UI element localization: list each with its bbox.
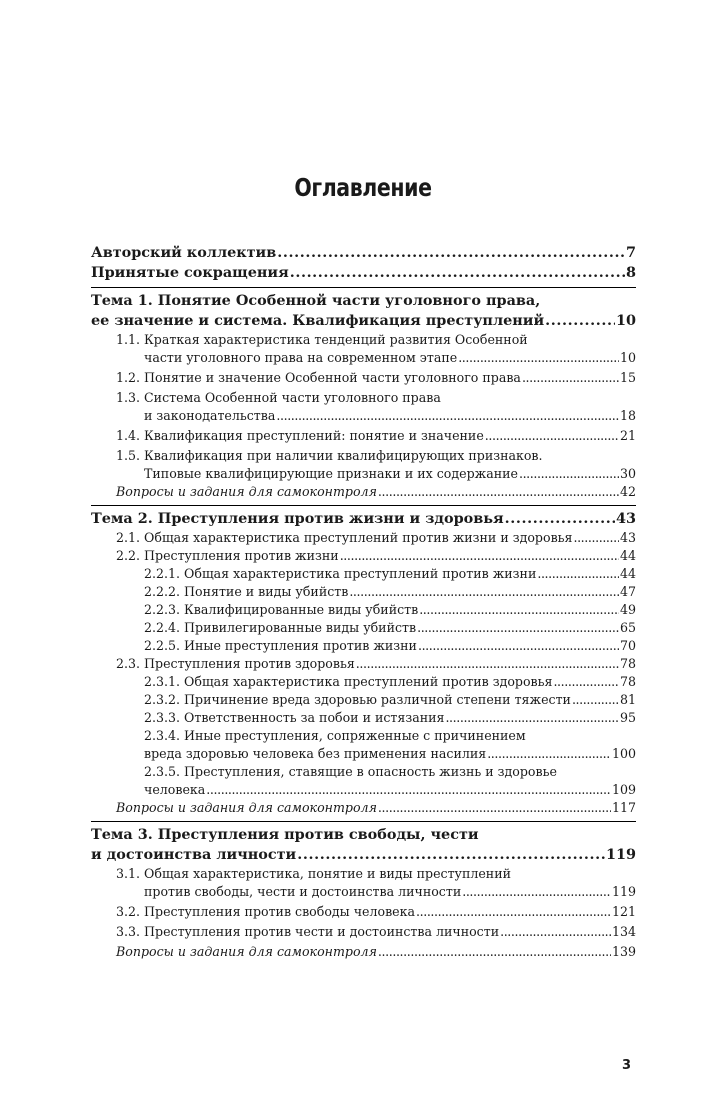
toc-entry-title: 3.2. Преступления против свободы человека	[116, 904, 415, 919]
toc-entry-title: 2.2.3. Квалифицированные виды убийств	[144, 602, 419, 617]
toc-entry-page: 109	[611, 782, 636, 797]
toc-topic-heading-line[interactable]: Тема 1. Понятие Особенной части уголовного права,	[91, 292, 541, 309]
toc-entry-page: 100	[611, 746, 636, 761]
toc-entry-page: 43	[619, 530, 636, 545]
toc-entry-page: 139	[611, 944, 636, 959]
toc-entry-title: 2.3.1. Общая характеристика преступлений против здоровья	[144, 674, 553, 689]
toc-entry-title: Вопросы и задания для самоконтроля	[116, 944, 377, 959]
toc-entry-line: 1.5. Квалификация при наличии квалифицирующих признаков.	[116, 448, 543, 463]
toc-entry-2-2[interactable]	[91, 547, 636, 565]
toc-entry-page: 18	[619, 408, 636, 423]
toc-entry-2-2-5[interactable]	[91, 637, 636, 655]
toc-section-topic-3	[91, 821, 636, 961]
toc-entry-page: 134	[611, 924, 636, 939]
toc-entry-2-1[interactable]	[91, 529, 636, 547]
toc-entry-page: 47	[619, 584, 636, 599]
toc-entry-3-3[interactable]	[91, 923, 636, 941]
toc-entry-2-3-4[interactable]	[91, 727, 636, 763]
toc-entry-page: 70	[619, 638, 636, 653]
toc-entry-title: 2.2.2. Понятие и виды убийств	[144, 584, 349, 599]
toc-entry-2-3[interactable]	[91, 655, 636, 673]
toc-topic-heading-line[interactable]: Тема 3. Преступления против свободы, чести	[91, 826, 479, 843]
toc-entry-page: 65	[619, 620, 636, 635]
toc-section-topic-1	[91, 287, 636, 501]
toc-entry-page: 121	[611, 904, 636, 919]
toc-entry-title: 2.3.2. Причинение вреда здоровью различной степени тяжести	[144, 692, 571, 707]
toc-entry-title: 2.2. Преступления против жизни	[116, 548, 339, 563]
toc-entry-title: 3.3. Преступления против чести и достоинства личности	[116, 924, 500, 939]
toc-entry-questions[interactable]	[91, 943, 636, 961]
toc-entry-page: 42	[619, 484, 636, 499]
toc-entry-line: 2.3.4. Иные преступления, сопряженные с причинением	[144, 728, 526, 743]
toc-entry-title: 2.2.4. Привилегированные виды убийств	[144, 620, 417, 635]
toc-entry-page: 30	[619, 466, 636, 481]
toc-entry-page: 78	[619, 656, 636, 671]
toc-entry-1-5[interactable]	[91, 447, 636, 483]
toc-entry-3-1[interactable]	[91, 865, 636, 901]
toc-entry-title: 2.2.5. Иные преступления против жизни	[144, 638, 417, 653]
table-of-contents	[91, 243, 636, 961]
toc-entry-title: 1.2. Понятие и значение Особенной части уголовного права	[116, 370, 521, 385]
toc-entry-2-2-1[interactable]	[91, 565, 636, 583]
toc-entry-title: 2.3. Преступления против здоровья	[116, 656, 355, 671]
toc-entry-line	[91, 781, 636, 799]
toc-entry-2-2-3[interactable]	[91, 601, 636, 619]
toc-entry-2-2-4[interactable]	[91, 619, 636, 637]
toc-entry-title: человека	[144, 782, 206, 797]
toc-entry-title: Вопросы и задания для самоконтроля	[116, 484, 377, 499]
toc-entry-page: 21	[619, 428, 636, 443]
toc-entry-line	[91, 407, 636, 425]
toc-entry-2-3-2[interactable]	[91, 691, 636, 709]
toc-entry-title: Принятые сокращения	[91, 264, 289, 281]
toc-entry-1-3[interactable]	[91, 389, 636, 425]
toc-entry-title: 2.2.1. Общая характеристика преступлений против жизни	[144, 566, 537, 581]
toc-entry-title: Тема 2. Преступления против жизни и здоровья	[91, 510, 504, 527]
toc-entry-line: 2.3.5. Преступления, ставящие в опасность жизнь и здоровье	[144, 764, 557, 779]
toc-entry-title: 2.1. Общая характеристика преступлений против жизни и здоровья	[116, 530, 573, 545]
toc-entry-page: 7	[625, 244, 636, 261]
toc-entry-page: 10	[615, 312, 636, 329]
toc-entry-page: 119	[605, 846, 636, 863]
toc-entry-title: и законодательства	[144, 408, 276, 423]
toc-entry-questions[interactable]	[91, 799, 636, 817]
toc-entry-title: 1.4. Квалификация преступлений: понятие и значение	[116, 428, 484, 443]
toc-entry-page: 119	[611, 884, 636, 899]
toc-topic-heading[interactable]	[91, 311, 636, 331]
toc-entry-page: 10	[619, 350, 636, 365]
page-number: 3	[622, 1058, 632, 1073]
toc-entry-title: против свободы, чести и достоинства личности	[144, 884, 462, 899]
toc-entry-title: части уголовного права на современном этапе	[144, 350, 458, 365]
toc-entry-1-1[interactable]	[91, 331, 636, 367]
toc-entry-page: 95	[619, 710, 636, 725]
page-title: Оглавление	[294, 173, 432, 202]
toc-entry-2-2-2[interactable]	[91, 583, 636, 601]
toc-entry-page: 8	[625, 264, 636, 281]
toc-entry-title: ее значение и система. Квалификация преступлений	[91, 312, 545, 329]
toc-entry-abbreviations[interactable]	[91, 263, 636, 283]
toc-section-topic-2	[91, 505, 636, 817]
toc-entry-title: 2.3.3. Ответственность за побои и истязания	[144, 710, 445, 725]
toc-entry-line: 3.1. Общая характеристика, понятие и виды преступлений	[116, 866, 511, 881]
toc-entry-2-3-3[interactable]	[91, 709, 636, 727]
toc-entry-line	[91, 883, 636, 901]
toc-entry-title: вреда здоровью человека без применения насилия	[144, 746, 487, 761]
toc-entry-title: Авторский коллектив	[91, 244, 277, 261]
toc-entry-line: 1.1. Краткая характеристика тенденций развития Особенной	[116, 332, 528, 347]
toc-entry-page: 44	[619, 548, 636, 563]
toc-entry-page: 43	[615, 510, 636, 527]
toc-entry-page: 49	[619, 602, 636, 617]
toc-entry-1-4[interactable]	[91, 427, 636, 445]
toc-entry-page: 44	[619, 566, 636, 581]
toc-entry-2-3-5[interactable]	[91, 763, 636, 799]
toc-entry-1-2[interactable]	[91, 369, 636, 387]
toc-entry-page: 78	[619, 674, 636, 689]
toc-entry-page: 81	[619, 692, 636, 707]
toc-entry-title: Типовые квалифицирующие признаки и их содержание	[144, 466, 518, 481]
toc-entry-page: 15	[619, 370, 636, 385]
toc-entry-line: 1.3. Система Особенной части уголовного права	[116, 390, 441, 405]
toc-entry-authors[interactable]	[91, 243, 636, 263]
toc-entry-3-2[interactable]	[91, 903, 636, 921]
toc-entry-2-3-1[interactable]	[91, 673, 636, 691]
toc-entry-line	[91, 745, 636, 763]
toc-topic-heading[interactable]	[91, 845, 636, 865]
toc-entry-line	[91, 465, 636, 483]
toc-entry-title: и достоинства личности	[91, 846, 297, 863]
toc-topic-heading[interactable]	[91, 509, 636, 529]
toc-entry-title: Вопросы и задания для самоконтроля	[116, 800, 377, 815]
toc-entry-page: 117	[611, 800, 636, 815]
toc-entry-questions[interactable]	[91, 483, 636, 501]
toc-entry-line	[91, 349, 636, 367]
